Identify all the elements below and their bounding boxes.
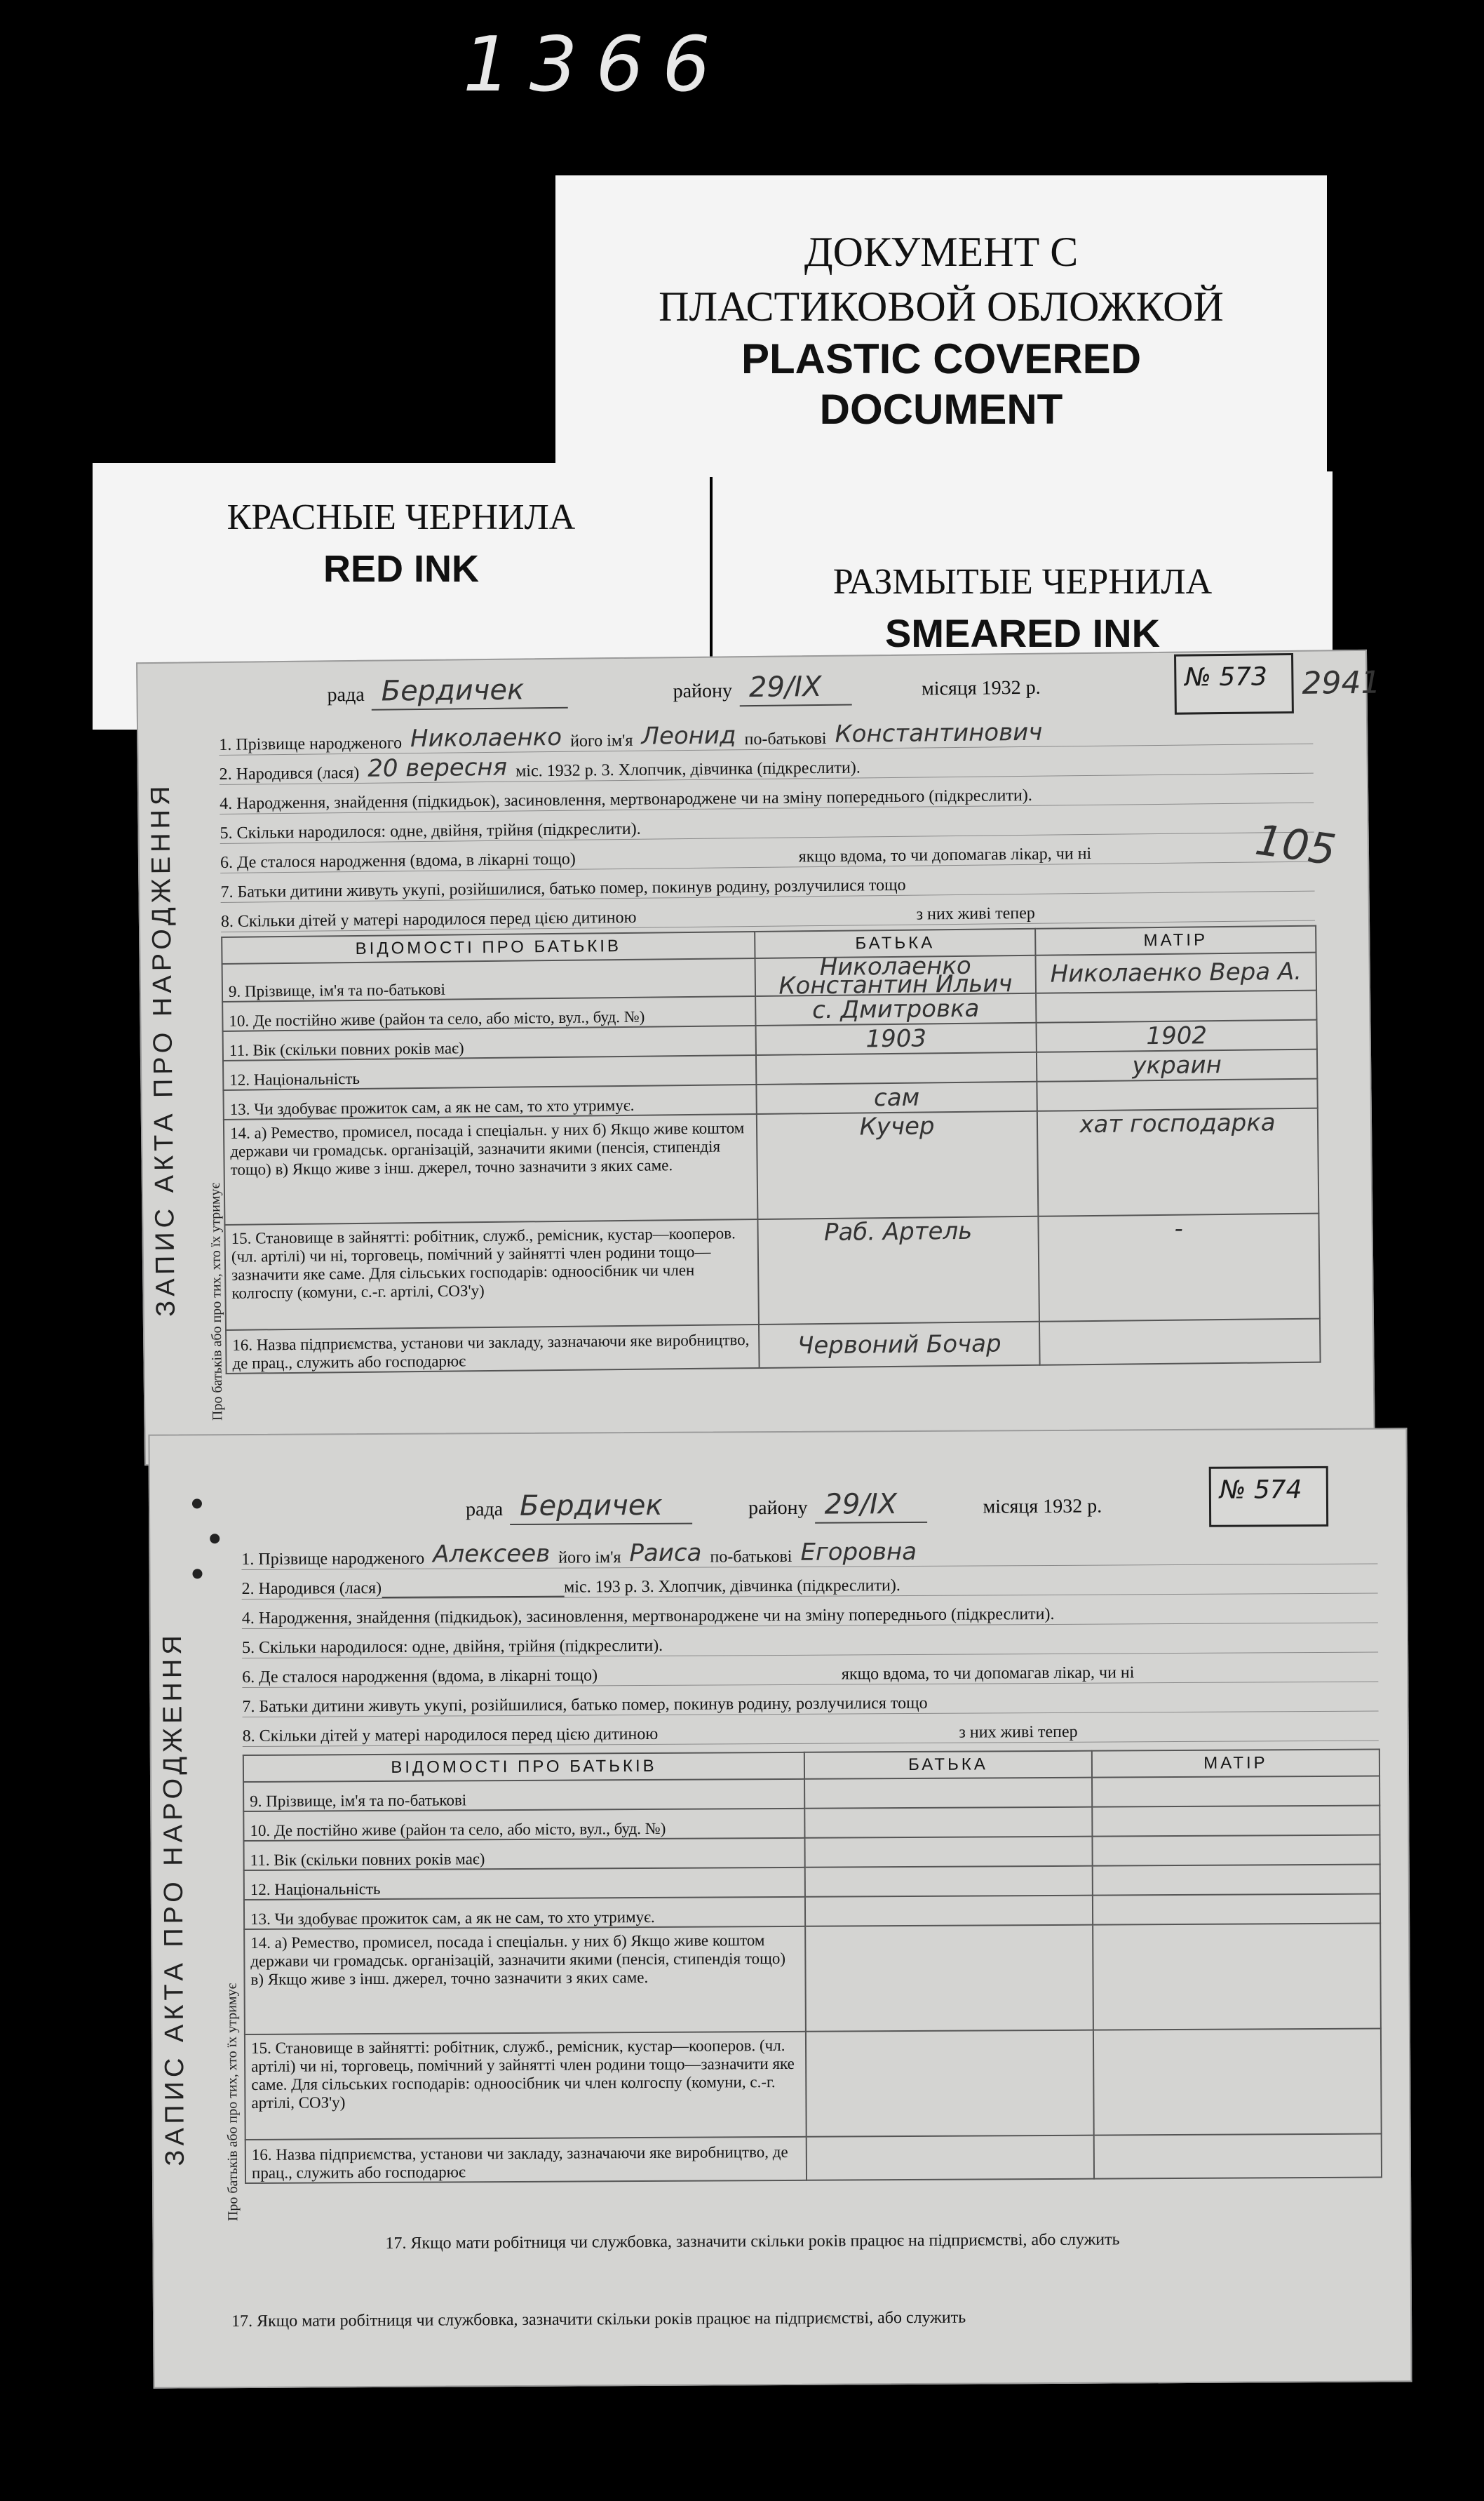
field-value-3: Константинович xyxy=(835,718,1043,749)
mother-value xyxy=(1037,1079,1317,1111)
mother-value xyxy=(1039,1319,1321,1365)
table-row xyxy=(224,1214,1319,1330)
field-label-2: його ім'я xyxy=(558,1548,621,1567)
col-header-father: БАТЬКА xyxy=(755,929,1035,958)
mother-value xyxy=(1093,1865,1380,1896)
row-label: 12. Національність xyxy=(244,1868,805,1900)
field-label: 2. Народився (лася) xyxy=(219,763,360,784)
row-label: 15. Становище в зайнятті: робітник, служб., ремісник, кустар—кооперов. (чл. артілі) чи ні, торговець, помічний у зайнятті член родини тощо—зазначити яке саме. Для сільських господарів: одноосібник чи член колгоспу (комуни, с.-г. артілі, СОЗ'у) xyxy=(245,2032,807,2140)
row-label: 14. а) Ремество, промисел, посада і спеціальн. у них б) Якщо живе коштом держави чи громадськ. організацій, зазначити якими (пенсія, стипендія тощо) в) Якщо живе з інш. джерел, точно зазначити з яких саме. xyxy=(244,1926,806,2034)
mother-value xyxy=(1093,2029,1382,2135)
father-value xyxy=(804,1837,1092,1868)
mother-value xyxy=(1036,991,1316,1023)
field-label-3: по-батькові xyxy=(744,729,827,749)
row-label: 14. а) Ремество, промисел, посада і спеціальн. у них б) Якщо живе коштом держави чи громадськ. організацій, зазначити якими (пенсія, стипендія тощо) в) Якщо живе з інш. джерел, точно зазначити з яких саме. xyxy=(224,1114,758,1225)
father-value xyxy=(807,2135,1094,2180)
mother-value: - xyxy=(1038,1214,1320,1322)
col-header-mother: МАТІР xyxy=(1092,1750,1380,1778)
card-text-en-2: DOCUMENT xyxy=(819,386,1063,433)
field-label-2: якщо вдома, то чи допомагав лікар, чи ні xyxy=(798,844,1092,866)
field-value-2: Леонид xyxy=(641,721,736,751)
field-value: Николаенко xyxy=(410,723,562,753)
parents-table xyxy=(243,1749,1382,2184)
form-side-title: ЗАПИС АКТА ПРО НАРОДЖЕННЯ xyxy=(157,1631,190,2166)
row-label: 13. Чи здобуває прожиток сам, а як не сам, то хто утримує. xyxy=(244,1897,805,1929)
record-number: № 574 xyxy=(1219,1475,1302,1505)
mother-value: хат господарка xyxy=(1037,1108,1319,1216)
rada-value: Бердичек xyxy=(510,1489,692,1525)
field-value: Алексеев xyxy=(433,1539,551,1569)
father-value xyxy=(804,1778,1092,1809)
card-text-ru-2: ПЛАСТИКОВОЙ ОБЛОЖКОЙ xyxy=(659,283,1224,330)
footer-line: 17. Якщо мати робітниця чи службовка, зазначити скільки років працює на підприємстві, або служить xyxy=(385,2230,1120,2253)
rada-value: Бердичек xyxy=(371,673,568,711)
raion-label: району xyxy=(748,1496,808,1520)
field-label: 8. Скільки дітей у матері народилося перед цією дитиною xyxy=(220,908,637,931)
mother-value xyxy=(1092,1835,1380,1866)
field-label-2: міс. 1932 р. 3. Хлопчик, дівчинка (підкреслити). xyxy=(515,758,861,781)
mother-value: Николаенко Вера А. xyxy=(1035,953,1316,993)
birth-record-form-573 xyxy=(136,650,1381,1466)
field-label-2: з них живі тепер xyxy=(916,904,1035,924)
father-value xyxy=(805,1896,1093,1926)
father-value xyxy=(805,1925,1093,2032)
field-label-2: міс. 193 р. 3. Хлопчик, дівчинка (підкреслити). xyxy=(564,1576,900,1597)
table-row xyxy=(245,2029,1382,2140)
day-value: 29/ІХ xyxy=(814,1488,926,1524)
field-label-2: з них живі тепер xyxy=(959,1722,1078,1742)
field-label-2: якщо вдома, то чи допомагав лікар, чи ні xyxy=(841,1663,1135,1684)
mother-value xyxy=(1092,1776,1380,1807)
field-label: 1. Прізвище народженого xyxy=(241,1549,425,1569)
mother-value: 1902 xyxy=(1037,1020,1317,1052)
col-header-mother: МАТІР xyxy=(1035,926,1316,956)
card-text-ru-1: ДОКУМЕНТ С xyxy=(804,229,1079,275)
row-label: 9. Прізвище, ім'я та по-батькові xyxy=(243,1779,804,1811)
parents-table xyxy=(221,925,1321,1374)
field-label: 6. Де сталося народження (вдома, в лікарні тощо) xyxy=(220,850,576,872)
punch-hole xyxy=(192,1569,202,1578)
table-row xyxy=(244,1924,1381,2034)
row-label: 11. Вік (скільки повних років має) xyxy=(243,1838,804,1870)
field-value-2: Раиса xyxy=(629,1538,702,1568)
field-label: 6. Де сталося народження (вдома, в лікарні тощо) xyxy=(242,1666,598,1687)
field-label: 4. Народження, знайдення (підкидьок), засиновлення, мертвонароджене чи на зміну попереднього (підкреслити). xyxy=(220,786,1032,813)
form-header xyxy=(320,652,1232,711)
field-label: 7. Батьки дитини живуть укупі, розійшилися, батько помер, покинув родину, розлучилися тощо xyxy=(220,876,906,901)
father-value: Кучер xyxy=(757,1111,1039,1219)
father-value xyxy=(805,1866,1093,1897)
mother-value: украин xyxy=(1037,1050,1317,1082)
field-label: 5. Скільки народилося: одне, двійня, трійня (підкреслити). xyxy=(220,819,641,843)
card-text-en-1: PLASTIC COVERED xyxy=(741,335,1142,382)
row-label: 10. Де постійно живе (район та село, або місто, вул., буд. №) xyxy=(243,1809,804,1841)
field-value: 20 вересня xyxy=(367,753,508,783)
field-row-8 xyxy=(243,1712,1379,1747)
birth-fields-list xyxy=(241,1535,1379,1747)
table-row xyxy=(224,1108,1318,1225)
record-number-box xyxy=(1209,1466,1328,1527)
field-label: 5. Скільки народилося: одне, двійня, трійня (підкреслити). xyxy=(241,1636,663,1658)
row-label: 16. Назва підприємства, установи чи закладу, зазначаючи яке виробництво, де прац., служить або господарює xyxy=(245,2137,807,2183)
punch-hole xyxy=(192,1498,202,1508)
field-label: 2. Народився (лася) xyxy=(241,1578,382,1599)
row-label: 9. Прізвище, ім'я та по-батькові xyxy=(222,958,756,1002)
father-value xyxy=(806,2030,1094,2137)
field-label-3: по-батькові xyxy=(710,1547,792,1567)
col-header-info: ВІДОМОСТІ ПРО БАТЬКІВ xyxy=(243,1752,804,1782)
form-side-subtitle: Про батьків або про тих, хто їх утримує xyxy=(224,1983,241,2221)
form-side-subtitle: Про батьків або про тих, хто їх утримує xyxy=(207,1182,226,1421)
row-label: 15. Становище в зайнятті: робітник, служб., ремісник, кустар—кооперов. (чл. артілі) чи ні, торговець, помічний у зайнятті член родини тощо—зазначити яке саме. Для сільських господарів: одноосібник чи член колгоспу (комуни, с.-г. артілі, СОЗ'у) xyxy=(224,1219,759,1330)
mother-value xyxy=(1093,1924,1381,2030)
birth-fields-list xyxy=(219,715,1315,932)
field-value-3: Егоровна xyxy=(800,1537,917,1567)
record-number-box xyxy=(1174,653,1294,715)
father-value xyxy=(756,1052,1037,1085)
father-value: 1903 xyxy=(756,1023,1037,1055)
field-label: 1. Прізвище народженого xyxy=(219,734,403,754)
frame-number: 1366 xyxy=(463,21,729,109)
father-value xyxy=(804,1807,1092,1838)
margin-note: 105 xyxy=(1252,815,1339,876)
day-value: 29/ІХ xyxy=(739,671,852,707)
col-header-info: ВІДОМОСТІ ПРО БАТЬКІВ xyxy=(222,932,755,964)
card-text-ru: КРАСНЫЕ ЧЕРНИЛА xyxy=(227,497,576,537)
record-number: № 573 xyxy=(1185,662,1268,692)
mother-value xyxy=(1093,1894,1380,1925)
field-label: 7. Батьки дитини живуть укупі, розійшилися, батько помер, покинув родину, розлучилися тощо xyxy=(242,1694,928,1717)
margin-record-number: 2941 xyxy=(1302,664,1381,702)
card-text-ru: РАЗМЫТЫЕ ЧЕРНИЛА xyxy=(832,562,1213,602)
field-label: 8. Скільки дітей у матері народилося перед цією дитиною xyxy=(242,1724,659,1746)
footer-line-underlying-sheet: 17. Якщо мати робітниця чи службовка, зазначити скільки років працює на підприємстві, або служить xyxy=(231,2308,966,2331)
father-value: Николаенко Константин Ильич xyxy=(755,956,1037,996)
field-label-2: його ім'я xyxy=(570,731,633,751)
card-text-en: SMEARED INK xyxy=(884,611,1161,655)
month-label: місяця 1932 р. xyxy=(921,676,1041,700)
birth-record-form-574 xyxy=(148,1428,1412,2388)
row-label: 10. Де постійно живе (район та село, або місто, вул., буд. №) xyxy=(222,996,755,1031)
row-label: 12. Національність xyxy=(223,1055,756,1090)
form-side-title: ЗАПИС АКТА ПРО НАРОДЖЕННЯ xyxy=(145,782,181,1317)
col-header-father: БАТЬКА xyxy=(804,1751,1092,1779)
card-text-en: RED INK xyxy=(323,548,479,590)
row-label: 16. Назва підприємства, установи чи закладу, зазначаючи яке виробництво, де прац., служить або господарює xyxy=(226,1325,760,1374)
rada-label: рада xyxy=(327,683,365,706)
row-label: 13. Чи здобуває прожиток сам, а як не сам, то хто утримує. xyxy=(223,1085,756,1120)
mother-value xyxy=(1092,1806,1380,1837)
rada-label: рада xyxy=(465,1498,504,1521)
punch-hole xyxy=(210,1534,220,1543)
father-value: Червоний Бочар xyxy=(759,1322,1040,1368)
father-value: Раб. Артель xyxy=(757,1216,1039,1325)
field-label: 4. Народження, знайдення (підкидьок), засиновлення, мертвонароджене чи на зміну попереднього (підкреслити). xyxy=(241,1604,1055,1628)
raion-label: району xyxy=(673,680,733,703)
father-value: с. Дмитровка xyxy=(755,993,1036,1026)
form-header xyxy=(459,1472,1335,1526)
table-row xyxy=(245,2134,1382,2183)
father-value: сам xyxy=(756,1082,1037,1114)
month-label: місяця 1932 р. xyxy=(983,1495,1102,1518)
row-label: 11. Вік (скільки повних років має) xyxy=(223,1026,756,1061)
mother-value xyxy=(1094,2134,1382,2179)
plastic-covered-label-card xyxy=(555,175,1327,477)
